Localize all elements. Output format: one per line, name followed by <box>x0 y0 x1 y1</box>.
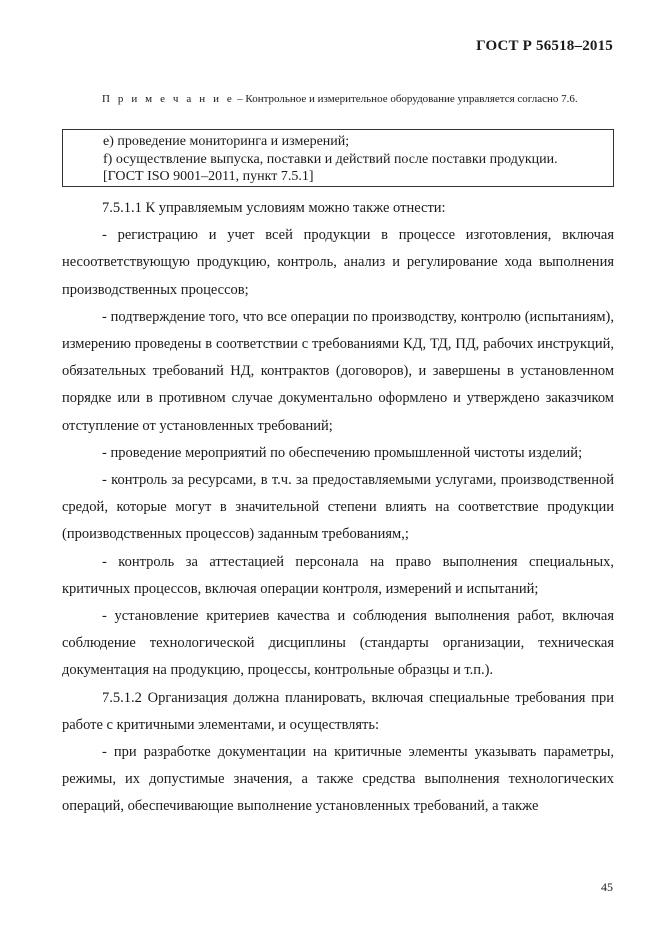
clause-7-5-1-2: 7.5.1.2 Организация должна планировать, включая специальные требования при работе с критичными элементами, и осуществлять: <box>62 689 614 733</box>
list-item: - контроль за аттестацией персонала на право выполнения специальных, критичных процессов, включая операции контроля, измерений и испытаний; <box>62 553 614 597</box>
body-text <box>62 195 614 821</box>
list-item: - регистрацию и учет всей продукции в процессе изготовления, включая несоответствующую продукцию, контроль, анализ и регулирование хода выполнения производственных процессов; <box>62 227 614 298</box>
quoted-standard-box <box>62 129 614 187</box>
standard-code-header: ГОСТ Р 56518–2015 <box>476 38 613 54</box>
quote-line: e) проведение мониторинга и измерений; <box>103 134 350 149</box>
note-text <box>62 88 614 110</box>
list-item: - контроль за ресурсами, в т.ч. за предоставляемыми услугами, производственной средой, которые могут в значительной степени влиять на соответствие продукции (производственных процессов) заданным требованиям,; <box>62 472 614 543</box>
quote-line: f) осуществление выпуска, поставки и действий после поставки продукции. <box>103 151 558 167</box>
quote-reference: [ГОСТ ISO 9001–2011, пункт 7.5.1] <box>103 169 314 184</box>
list-item: - подтверждение того, что все операции по производству, контролю (испытаниям), измерению проведены в соответствии с требованиями КД, ТД, ПД, рабочих инструкций, обязательных требований НД, контрактов (договоров), и завершены в установленном порядке или в противном случае документально оформлено и утверждено заказчиком отступление от установленных требований; <box>62 308 614 434</box>
page-number: 45 <box>601 880 613 894</box>
list-item: - при разработке документации на критичные элементы указывать параметры, режимы, их допустимые значения, а также средства выполнения технологических операций, обеспечивающие выполнение установленных требований, а также <box>62 744 614 815</box>
note-block <box>62 88 614 110</box>
clause-7-5-1-1: 7.5.1.1 К управляемым условиям можно также отнести: <box>102 200 446 216</box>
note-label: П р и м е ч а н и е <box>102 93 235 105</box>
list-item: - проведение мероприятий по обеспечению промышленной чистоты изделий; <box>102 444 583 461</box>
list-item: - установление критериев качества и соблюдения выполнения работ, включая соблюдение технологической дисциплины (стандарты организации, техническая документация на продукцию, процессы, контрольные образцы и т.п.). <box>62 608 614 679</box>
note-body: – Контрольное и измерительное оборудование управляется согласно 7.6. <box>234 93 578 105</box>
